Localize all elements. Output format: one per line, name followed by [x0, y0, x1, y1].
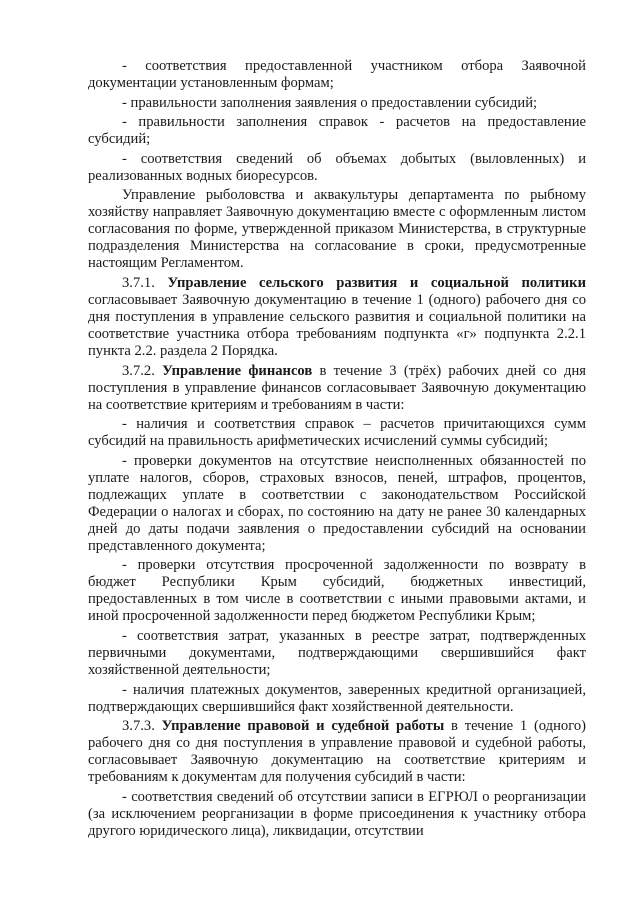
section-heading: Управление финансов	[162, 362, 313, 379]
paragraph-fisheries-department: Управление рыболовства и аквакультуры департамента по рыбному хозяйству направляет Заявочную документацию вместе с оформленным листом согласования по форме, утвержденной приказом Министерства, в структурные подразделения Министерства на согласование в сроки, предусмотренные настоящим Регламентом.	[88, 187, 586, 272]
section-heading: Управление правовой и судебной работы	[161, 718, 445, 735]
paragraph-forms-compliance: - соответствия предоставленной участником отбора Заявочной документации установленным формам;	[88, 58, 586, 91]
paragraph-calc-arithmetic: - наличия и соответствия справок – расчетов причитающихся сумм субсидий на правильность арифметических исчислений суммы субсидий;	[88, 416, 586, 450]
section-3-7-3	[88, 718, 586, 786]
section-text: согласовывает Заявочную документацию в течение 1 (одного) рабочего дня со дня поступления в управление сельского развития и социальной политики на соответствие участника отбора требованиям подпункта «г» подпункта 2.2.1 пункта 2.2. раздела 2 Порядка.	[88, 291, 586, 359]
paragraph-application-correctness: - правильности заполнения заявления о предоставлении субсидий;	[122, 94, 538, 111]
paragraph-costs-compliance: - соответствия затрат, указанных в реестре затрат, подтвержденных первичными документами, подтверждающими свершившийся факт хозяйственной деятельности;	[88, 627, 586, 678]
section-3-7-2	[88, 363, 586, 414]
paragraph-overdue-debt: - проверки отсутствия просроченной задолженности по возврату в бюджет Республики Крым субсидий, бюджетных инвестиций, предоставленных в том числе в соответствии с иными правовыми актами, и иной просроченной задолженности перед бюджетом Республики Крым;	[88, 557, 586, 625]
paragraph-calculations-correctness: - правильности заполнения справок - расчетов на предоставление субсидий;	[88, 114, 586, 148]
section-text: в течение 1 (одного) рабочего дня со дня поступления в управление правовой и судебной работы, согласовывает Заявочную документацию на соответствие критериям и требованиям к документам для получения субсидий в части:	[88, 718, 586, 786]
document-body	[88, 58, 586, 842]
section-3-7-1	[88, 275, 586, 360]
section-number: 3.7.3.	[122, 718, 155, 735]
section-text: в течение 3 (трёх) рабочих дней со дня поступления в управление финансов согласовывает Заявочную документацию на соответствие критериям и требованиям в части:	[88, 362, 586, 413]
section-number: 3.7.1.	[122, 274, 155, 291]
paragraph-tax-obligations: - проверки документов на отсутствие неисполненных обязанностей по уплате налогов, сборов, страховых взносов, пеней, штрафов, процентов, подлежащих уплате в соответствии с законодательством Российской Федерации о налогах и сборах, по состоянию на дату не ранее 30 календарных дней до даты подачи заявления о предоставлении субсидий на основании представленного документа;	[88, 452, 586, 554]
section-number: 3.7.2.	[122, 362, 155, 379]
paragraph-egrul-records: - соответствия сведений об отсутствии записи в ЕГРЮЛ о реорганизации (за исключением реорганизации в форме присоединения к участнику отбора другого юридического лица), ликвидации, отсутствии	[88, 788, 586, 839]
paragraph-bioresources-volumes: - соответствия сведений об объемах добытых (выловленных) и реализованных водных биоресурсов.	[88, 150, 586, 184]
paragraph-payment-documents: - наличия платежных документов, заверенных кредитной организацией, подтверждающих свершившийся факт хозяйственной деятельности.	[88, 681, 586, 715]
section-heading: Управление сельского развития и социальной политики	[167, 274, 586, 291]
